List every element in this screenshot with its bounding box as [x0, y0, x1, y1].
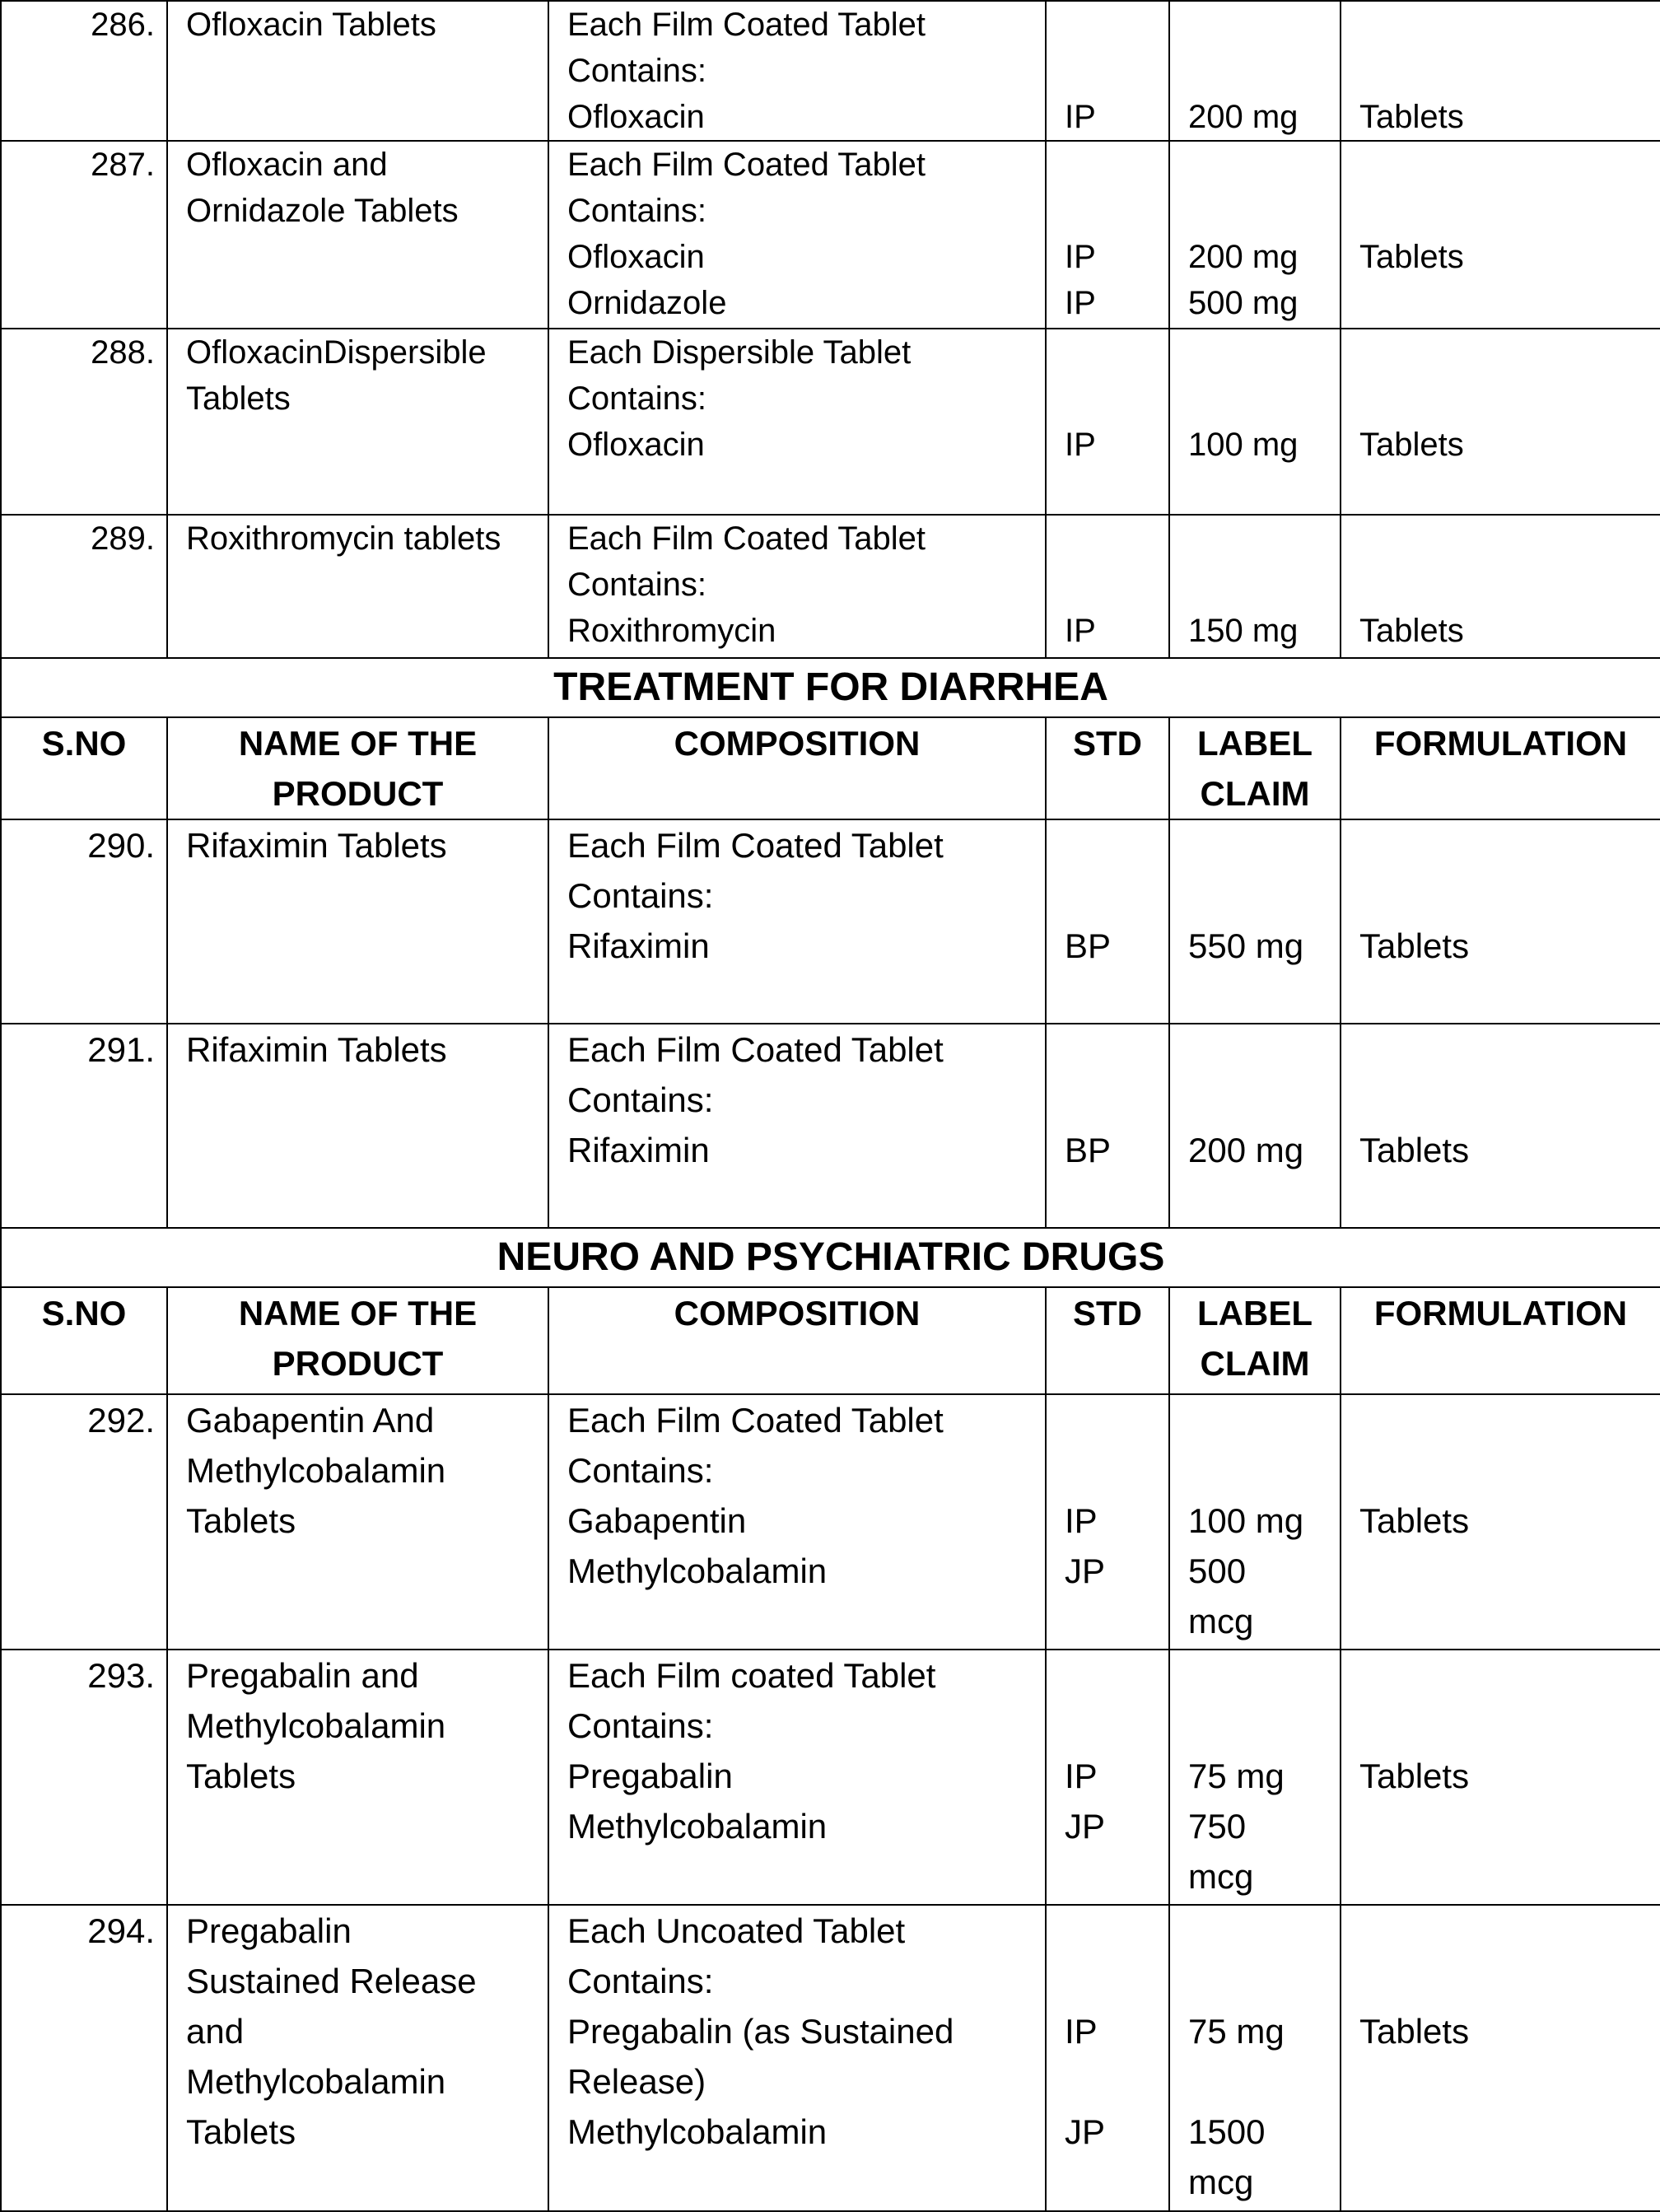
column-header-row — [1, 1287, 1660, 1394]
section-heading-row — [1, 658, 1660, 717]
header-std: STD — [1046, 717, 1169, 819]
product-name-cell: Pregabalin and Methylcobalamin Tablets — [167, 1650, 548, 1905]
label-claim-cell: 200 mg — [1169, 1024, 1341, 1228]
product-name-cell: Pregabalin Sustained Release and Methylcobalamin Tablets — [167, 1905, 548, 2211]
formulation-cell: Tablets — [1341, 1905, 1660, 2211]
composition-cell: Each Film Coated Tablet Contains: Ofloxacin — [548, 1, 1046, 141]
sno-cell: 292. — [1, 1394, 167, 1650]
label-claim-cell: 75 mg 1500 mcg — [1169, 1905, 1341, 2211]
formulation-cell: Tablets — [1341, 819, 1660, 1024]
table-row — [1, 515, 1660, 658]
section-heading-row — [1, 1228, 1660, 1287]
composition-cell: Each Film coated Tablet Contains: Pregabalin Methylcobalamin — [548, 1650, 1046, 1905]
table-row — [1, 819, 1660, 1024]
composition-cell: Each Film Coated Tablet Contains: Rifaximin — [548, 819, 1046, 1024]
label-claim-cell: 200 mg 500 mg — [1169, 141, 1341, 329]
header-formulation: FORMULATION — [1341, 717, 1660, 819]
formulation-cell: Tablets — [1341, 329, 1660, 515]
sno-cell: 288. — [1, 329, 167, 515]
table-row — [1, 1, 1660, 141]
product-name-cell: Gabapentin And Methylcobalamin Tablets — [167, 1394, 548, 1650]
composition-cell: Each Film Coated Tablet Contains: Roxithromycin — [548, 515, 1046, 658]
composition-cell: Each Film Coated Tablet Contains: Rifaximin — [548, 1024, 1046, 1228]
formulation-cell: Tablets — [1341, 515, 1660, 658]
sno-cell: 290. — [1, 819, 167, 1024]
product-name-cell: Roxithromycin tablets — [167, 515, 548, 658]
header-name: NAME OF THE PRODUCT — [167, 1287, 548, 1394]
section-title-neuro: NEURO AND PSYCHIATRIC DRUGS — [1, 1228, 1660, 1287]
label-claim-cell: 550 mg — [1169, 819, 1341, 1024]
table-row — [1, 1905, 1660, 2211]
product-name-cell: Ofloxacin and Ornidazole Tablets — [167, 141, 548, 329]
header-std: STD — [1046, 1287, 1169, 1394]
std-cell: BP — [1046, 1024, 1169, 1228]
column-header-row — [1, 717, 1660, 819]
table-row — [1, 1024, 1660, 1228]
product-name-cell: Rifaximin Tablets — [167, 1024, 548, 1228]
header-label-claim: LABEL CLAIM — [1169, 1287, 1341, 1394]
label-claim-cell: 150 mg — [1169, 515, 1341, 658]
std-cell: IP — [1046, 1, 1169, 141]
table-row — [1, 1650, 1660, 1905]
header-label-claim: LABEL CLAIM — [1169, 717, 1341, 819]
composition-cell: Each Dispersible Tablet Contains: Ofloxacin — [548, 329, 1046, 515]
header-name: NAME OF THE PRODUCT — [167, 717, 548, 819]
sno-cell: 286. — [1, 1, 167, 141]
sno-cell: 294. — [1, 1905, 167, 2211]
composition-cell: Each Uncoated Tablet Contains: Pregabalin (as Sustained Release) Methylcobalamin — [548, 1905, 1046, 2211]
composition-cell: Each Film Coated Tablet Contains: Gabapentin Methylcobalamin — [548, 1394, 1046, 1650]
product-name-cell: Rifaximin Tablets — [167, 819, 548, 1024]
product-name-cell: Ofloxacin Tablets — [167, 1, 548, 141]
std-cell: IP JP — [1046, 1905, 1169, 2211]
header-composition: COMPOSITION — [548, 1287, 1046, 1394]
std-cell: BP — [1046, 819, 1169, 1024]
composition-cell: Each Film Coated Tablet Contains: Ofloxacin Ornidazole — [548, 141, 1046, 329]
std-cell: IP JP — [1046, 1650, 1169, 1905]
sno-cell: 293. — [1, 1650, 167, 1905]
label-claim-cell: 100 mg — [1169, 329, 1341, 515]
sno-cell: 291. — [1, 1024, 167, 1228]
std-cell: IP — [1046, 329, 1169, 515]
header-formulation: FORMULATION — [1341, 1287, 1660, 1394]
formulation-cell: Tablets — [1341, 141, 1660, 329]
table-row — [1, 1394, 1660, 1650]
label-claim-cell: 75 mg 750 mcg — [1169, 1650, 1341, 1905]
table-row — [1, 329, 1660, 515]
section-title-diarrhea: TREATMENT FOR DIARRHEA — [1, 658, 1660, 717]
formulation-cell: Tablets — [1341, 1, 1660, 141]
std-cell: IP IP — [1046, 141, 1169, 329]
formulation-cell: Tablets — [1341, 1650, 1660, 1905]
header-sno: S.NO — [1, 1287, 167, 1394]
sno-cell: 289. — [1, 515, 167, 658]
std-cell: IP JP — [1046, 1394, 1169, 1650]
formulation-cell: Tablets — [1341, 1394, 1660, 1650]
label-claim-cell: 200 mg — [1169, 1, 1341, 141]
std-cell: IP — [1046, 515, 1169, 658]
header-sno: S.NO — [1, 717, 167, 819]
table-row — [1, 141, 1660, 329]
sno-cell: 287. — [1, 141, 167, 329]
product-name-cell: OfloxacinDispersible Tablets — [167, 329, 548, 515]
label-claim-cell: 100 mg 500 mcg — [1169, 1394, 1341, 1650]
header-composition: COMPOSITION — [548, 717, 1046, 819]
formulation-cell: Tablets — [1341, 1024, 1660, 1228]
